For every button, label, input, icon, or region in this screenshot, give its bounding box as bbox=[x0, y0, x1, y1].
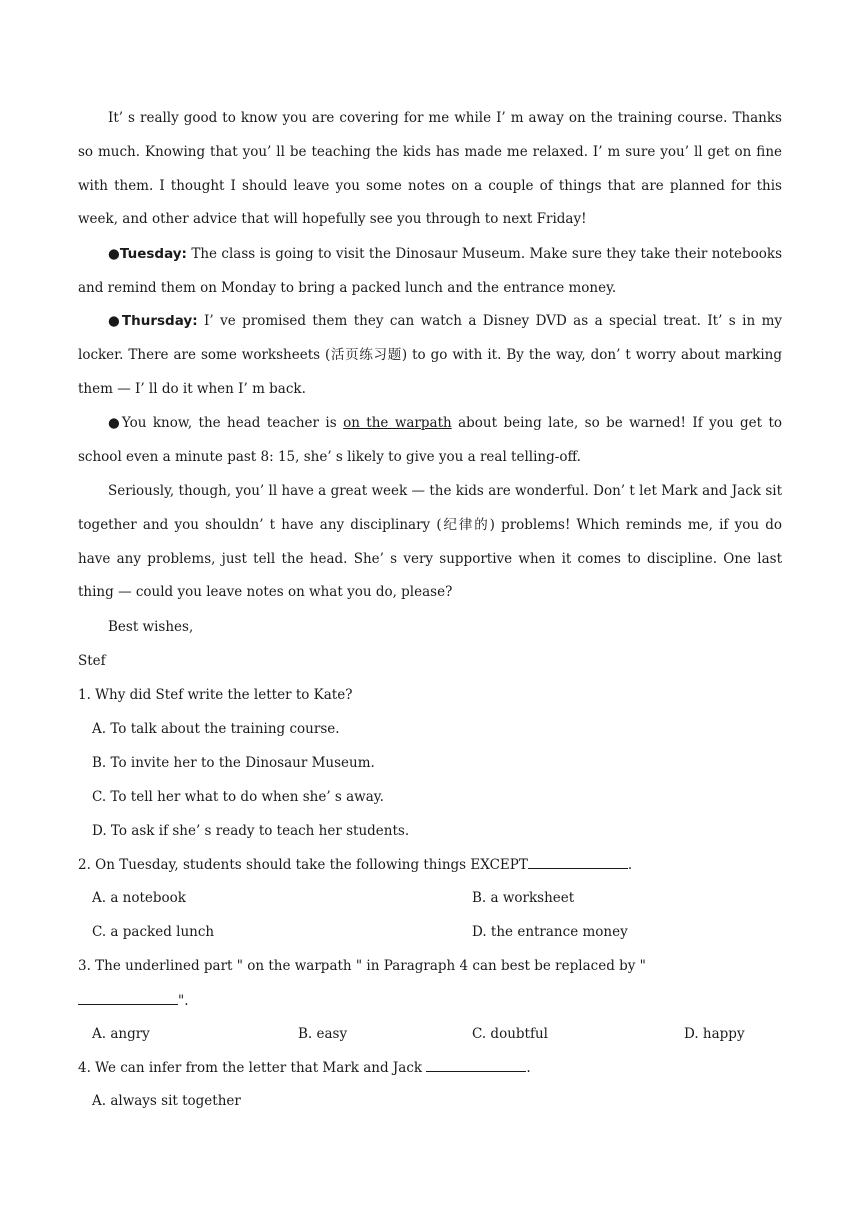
question-1-option-c: C. To tell her what to do when she’ s away. bbox=[92, 789, 384, 805]
bullet-label-tuesday: Tuesday: bbox=[119, 246, 187, 262]
question-1-option-d: D. To ask if she’ s ready to teach her students. bbox=[92, 823, 410, 839]
letter-bullet-thursday bbox=[78, 305, 782, 406]
question-3-option-a: A. angry bbox=[92, 1026, 150, 1042]
question-4-stem: 4. We can infer from the letter that Mark and Jack bbox=[78, 1060, 427, 1076]
letter-bullet-warning bbox=[78, 407, 782, 475]
question-2-stem-line bbox=[78, 854, 632, 875]
question-4-stem-line bbox=[78, 1057, 531, 1078]
question-3-blank-line bbox=[78, 990, 189, 1011]
question-2-option-b: B. a worksheet bbox=[472, 890, 575, 906]
bullet-text-warning-post: about being late, so be warned! If you get to school even a minute past 8: 15, she’ s likely to give you a real telling-off. bbox=[78, 415, 782, 465]
question-1-option-b: B. To invite her to the Dinosaur Museum. bbox=[92, 755, 375, 771]
question-2-option-c: C. a packed lunch bbox=[92, 924, 215, 940]
question-3-option-d: D. happy bbox=[684, 1026, 745, 1042]
question-2-option-d: D. the entrance money bbox=[472, 924, 628, 940]
letter-closing: Best wishes, bbox=[108, 619, 194, 635]
bullet-icon: ● bbox=[108, 313, 122, 329]
bullet-text-thursday: I’ ve promised them they can watch a Disney DVD as a special treat. It’ s in my locker. There are some worksheets (活页练习题) to go with it. By the way, don’ t worry about marking them — I’ ll do it when I’ m back. bbox=[78, 313, 783, 397]
question-3-option-b: B. easy bbox=[298, 1026, 348, 1042]
question-2-end: . bbox=[627, 857, 633, 873]
question-1-stem: 1. Why did Stef write the letter to Kate? bbox=[78, 687, 353, 703]
question-2-option-a: A. a notebook bbox=[92, 890, 186, 906]
underlined-phrase: on the warpath bbox=[343, 415, 452, 431]
question-2-stem: 2. On Tuesday, students should take the following things EXCEPT bbox=[78, 857, 528, 873]
question-1-option-a: A. To talk about the training course. bbox=[92, 721, 340, 737]
letter-bullet-tuesday bbox=[78, 238, 782, 306]
letter-paragraph-1: It’ s really good to know you are covering for me while I’ m away on the training course. Thanks so much. Knowing that you’ ll be teaching the kids has made me relaxed. I’ m sure you’ ll get on fine with them. I thought I should leave you some notes on a couple of things that are planned for this week, and other advice that will hopefully see you through to next Friday! bbox=[78, 110, 782, 228]
answer-blank bbox=[426, 1057, 526, 1072]
answer-blank bbox=[528, 854, 628, 869]
letter-paragraph-5: Seriously, though, you’ ll have a great week — the kids are wonderful. Don’ t let Mark and Jack sit together and you shouldn’ t have any disciplinary (纪律的) problems! Which reminds me, if you do have any problems, just tell the head. She’ s very supportive when it comes to discipline. One last thing — could you leave notes on what you do, please? bbox=[78, 483, 782, 601]
answer-blank bbox=[78, 990, 178, 1005]
question-3-option-c: C. doubtful bbox=[472, 1026, 548, 1042]
bullet-label-thursday: Thursday: bbox=[121, 313, 198, 329]
question-3-end: ". bbox=[178, 993, 189, 1009]
bullet-text-tuesday: The class is going to visit the Dinosaur Museum. Make sure they take their notebooks and remind them on Monday to bring a packed lunch and the entrance money. bbox=[78, 246, 782, 296]
question-4-end: . bbox=[526, 1060, 531, 1076]
bullet-text-warning-pre: ●You know, the head teacher is bbox=[108, 415, 344, 431]
letter-signature: Stef bbox=[78, 653, 106, 669]
question-3-stem: 3. The underlined part " on the warpath " in Paragraph 4 can best be replaced by " bbox=[78, 958, 646, 974]
bullet-icon: ● bbox=[108, 246, 120, 262]
question-4-option-a: A. always sit together bbox=[92, 1093, 241, 1109]
